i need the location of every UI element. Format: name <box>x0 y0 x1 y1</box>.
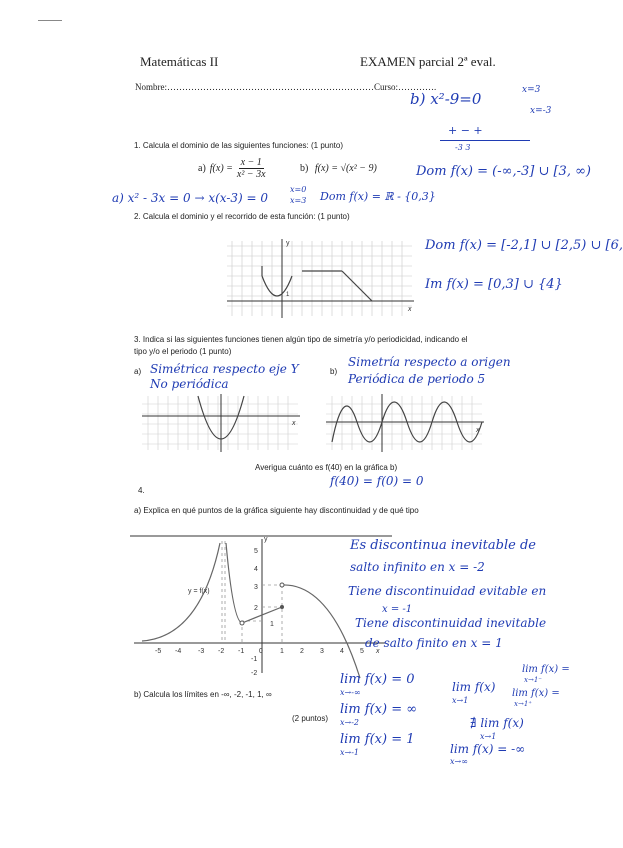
hw-q4-line5: Tiene discontinuidad inevitable <box>355 616 547 630</box>
q2-x-label: x <box>408 306 412 313</box>
hw-lim4a-sub: x→1⁻ <box>524 676 542 684</box>
q2-graph <box>222 236 418 322</box>
hw-lim3: lim f(x) = 1 <box>340 732 415 747</box>
hw-q1b-root-bottom: x=-3 <box>530 106 552 116</box>
svg-text:-1: -1 <box>238 648 245 655</box>
q4-filled-point <box>280 605 284 609</box>
top-rule <box>38 20 62 21</box>
q4-graph-label: y = f(x) <box>188 588 210 595</box>
svg-text:1: 1 <box>280 648 284 655</box>
q4-axis-y: y <box>264 536 268 543</box>
hw-q3a-line1: Simétrica respecto eje Y <box>150 362 299 376</box>
hw-sign-line <box>440 140 530 141</box>
svg-text:4: 4 <box>340 648 344 655</box>
hw-q2-domain: Dom f(x) = [-2,1] ∪ [2,5) ∪ [6, <box>425 238 623 253</box>
hw-q4-line1: Es discontinua inevitable de <box>350 538 536 553</box>
hw-q3-f40: f(40) = f(0) = 0 <box>330 474 424 488</box>
hw-q4-line3: Tiene discontinuidad evitable en <box>348 584 547 598</box>
hw-q1b-domain: Dom f(x) = (-∞,-3] ∪ [3, ∞) <box>416 164 591 179</box>
svg-text:5: 5 <box>254 548 258 555</box>
q4-hole-point <box>240 621 244 625</box>
hw-q1a-root-top: x=0 <box>290 185 307 194</box>
subject-title: Matemáticas II <box>140 54 219 69</box>
svg-text:1: 1 <box>270 621 274 628</box>
hw-lim5-sub: x→1 <box>480 732 497 741</box>
hw-q4-line4: x = -1 <box>382 604 413 615</box>
svg-text:2: 2 <box>300 648 304 655</box>
svg-text:-4: -4 <box>175 648 182 655</box>
svg-text:0: 0 <box>259 648 263 655</box>
hw-lim5: ∄ lim f(x) <box>470 716 524 730</box>
svg-text:-1: -1 <box>251 656 258 663</box>
hw-lim4: lim f(x) <box>452 680 496 694</box>
q3b-graph <box>322 392 488 454</box>
hw-lim4-sub: x→1 <box>452 696 469 705</box>
svg-text:4: 4 <box>254 566 258 573</box>
svg-text:x: x <box>376 648 380 655</box>
svg-text:-3: -3 <box>198 648 205 655</box>
q4-open-point <box>280 583 284 587</box>
q4-points: (2 puntos) <box>292 714 329 723</box>
q2-one-label: 1 <box>286 292 290 298</box>
hw-sign-marks: -3 3 <box>455 143 471 152</box>
hw-lim1: lim f(x) = 0 <box>340 672 415 687</box>
q4-x-ticks <box>155 648 380 655</box>
q1-a-denominator: x² − 3x <box>236 169 266 180</box>
q3-text-line1: 3. Indica si las siguientes funciones tienen algún tipo de simetría y/o periodicidad, indicando el <box>134 335 468 344</box>
hw-lim1-sub: x→-∞ <box>340 688 361 697</box>
q3-a-label: a) <box>134 367 142 376</box>
q4-right-branch <box>282 585 360 678</box>
hw-q4-line2: salto infinito en x = -2 <box>350 560 485 574</box>
q3-f40-text: Averigua cuánto es f(40) en la gráfica b) <box>255 463 398 472</box>
svg-text:-2: -2 <box>218 648 225 655</box>
q2-grid <box>227 241 412 316</box>
svg-text:5: 5 <box>360 648 364 655</box>
q1-a-lhs: f(x) = <box>209 163 233 174</box>
svg-text:-2: -2 <box>251 670 258 677</box>
q4-number: 4. <box>138 486 145 495</box>
q1-a-numerator: x − 1 <box>240 157 262 168</box>
svg-text:2: 2 <box>254 605 258 612</box>
svg-text:3: 3 <box>254 584 258 591</box>
q1-a-label: a) <box>198 163 206 174</box>
hw-lim4b-sub: x→1⁺ <box>514 700 532 708</box>
exam-title: EXAMEN parcial 2ª eval. <box>360 54 496 69</box>
q1-a-function <box>198 157 266 180</box>
hw-lim4a: lim f(x) = <box>522 664 570 675</box>
hw-q4-line6: de salto finito en x = 1 <box>365 636 503 650</box>
hw-q2-image: Im f(x) = [0,3] ∪ {4} <box>425 277 563 292</box>
q4-b-text: b) Calcula los límites en -∞, -2, -1, 1, ∞ <box>134 690 272 699</box>
hw-lim6-sub: x→∞ <box>450 757 468 766</box>
hw-q1b-equation: b) x²-9=0 <box>410 90 482 108</box>
q1-b-function: b) f(x) = √(x² − 9) <box>300 163 377 174</box>
hw-q1a-root-bottom: x=3 <box>290 196 307 205</box>
q2-text: 2. Calcula el dominio y el recorrido de esta función: (1 punto) <box>134 212 350 221</box>
hw-lim2: lim f(x) = ∞ <box>340 702 418 717</box>
svg-text:3: 3 <box>320 648 324 655</box>
hw-q1b-root-top: x=3 <box>522 85 541 95</box>
q1-text: 1. Calcula el dominio de las siguientes funciones: (1 punto) <box>134 141 344 150</box>
svg-text:x: x <box>292 420 296 427</box>
q3-text-line2: tipo y/o el periodo (1 punto) <box>134 347 232 356</box>
svg-text:-5: -5 <box>155 648 162 655</box>
hw-lim3-sub: x→-1 <box>340 748 360 757</box>
q1-a-fraction <box>237 157 266 180</box>
q4-graph <box>130 533 392 681</box>
hw-q3a-line2: No periódica <box>150 377 229 391</box>
hw-sign-chart: + − + <box>448 124 483 137</box>
hw-q3b-line2: Periódica de periodo 5 <box>348 372 486 386</box>
q4-a-text: a) Explica en qué puntos de la gráfica siguiente hay discontinuidad y de qué tipo <box>134 506 419 515</box>
name-line: Nombre:……………………………………………………………Curso:…………. <box>135 82 437 92</box>
q2-y-label: y <box>286 240 290 247</box>
hw-q3b-line1: Simetría respecto a origen <box>348 355 511 369</box>
hw-lim6: lim f(x) = -∞ <box>450 742 526 756</box>
hw-q1a-domain: Dom f(x) = ℝ - {0,3} <box>320 190 436 203</box>
hw-lim2-sub: x→-2 <box>340 718 360 727</box>
hw-q1a-work: a) x² - 3x = 0 → x(x-3) = 0 <box>112 191 269 205</box>
hw-lim4b: lim f(x) = <box>512 688 560 699</box>
q3-b-label: b) <box>330 367 338 376</box>
svg-text:x: x <box>476 427 480 434</box>
q3a-graph <box>138 392 304 454</box>
